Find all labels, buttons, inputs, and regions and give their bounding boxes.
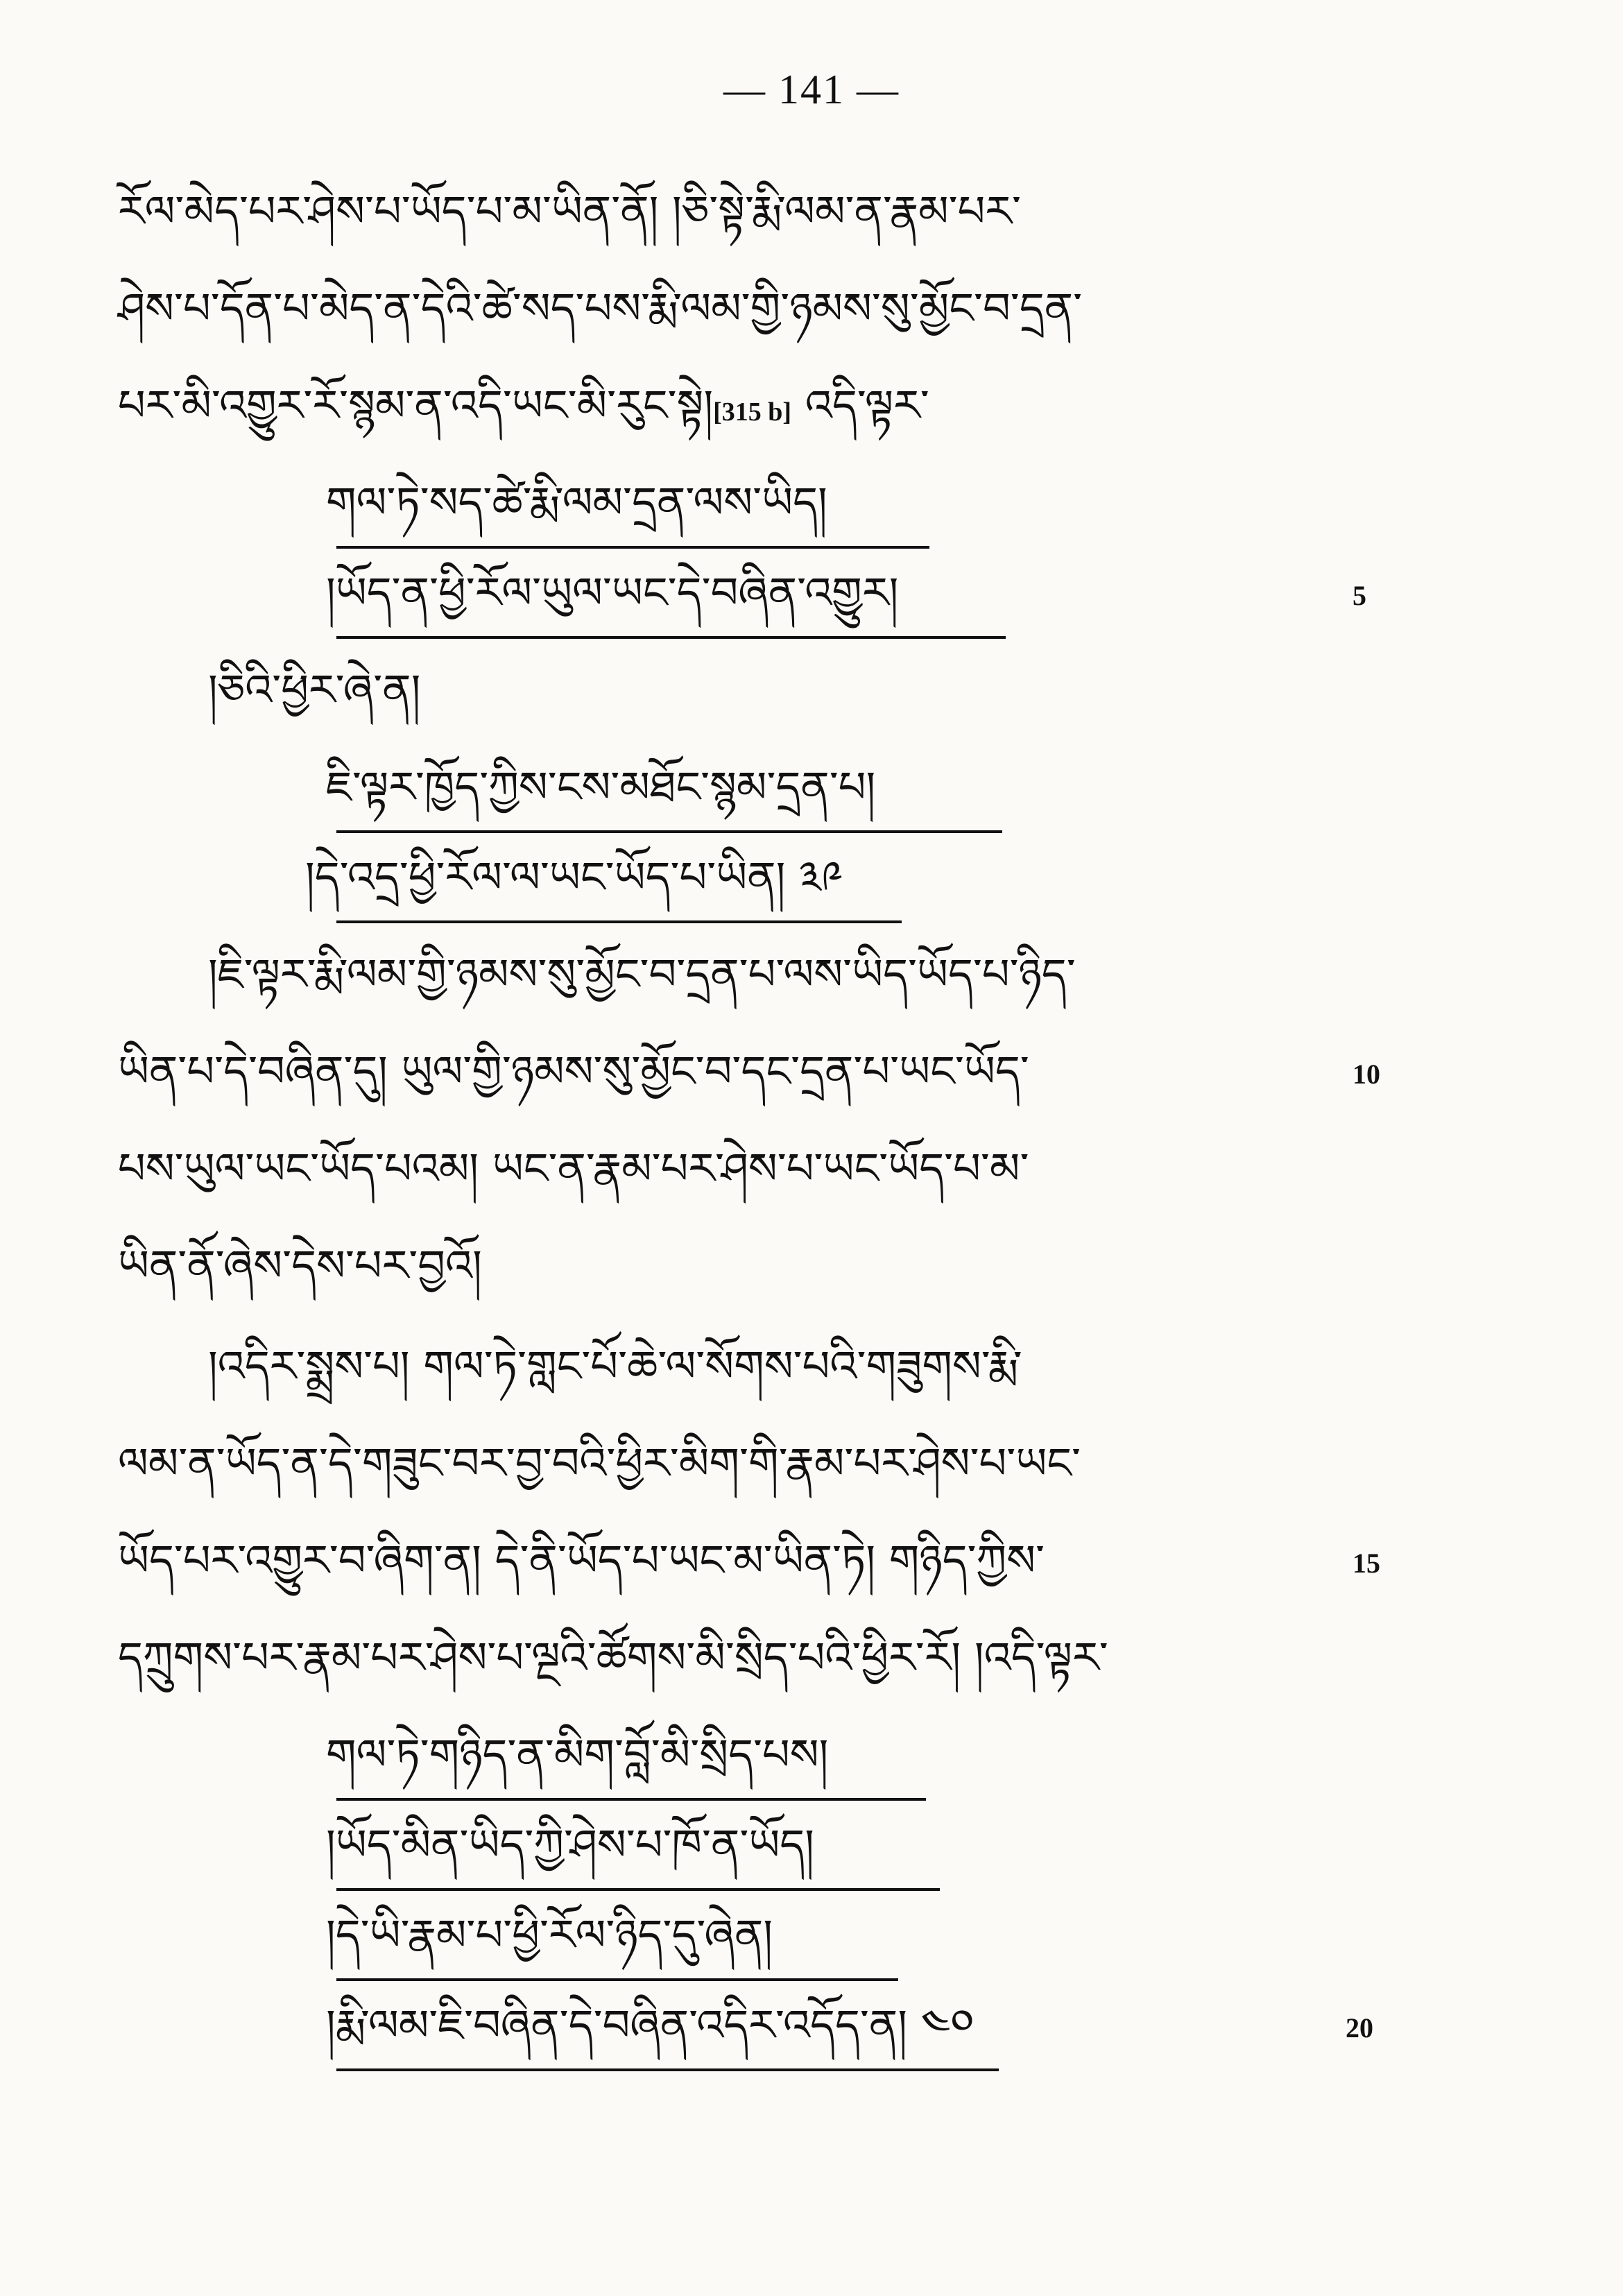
text-line: པས་ཡུལ་ཡང་ཡོད་པའམ། ཡང་ན་རྣམ་པར་ཤེས་པ་ཡང་ཡོད་པ་མ་ bbox=[118, 1143, 1029, 1194]
folio-marker: [315 b] bbox=[713, 397, 792, 427]
verse-rule bbox=[336, 1798, 926, 1801]
line-number: 10 bbox=[1352, 1059, 1380, 1090]
text-line: །ཇི་ལྟར་རྨི་ལམ་གྱི་ཉམས་སུ་མྱོང་བ་དྲན་པ་ལས་ཡིད་ཡོད་པ་ཉིད་ bbox=[208, 949, 1076, 1000]
verse-rule bbox=[336, 920, 902, 923]
verse-rule bbox=[336, 830, 1002, 833]
text-segment: འདི་ལྟར་ bbox=[791, 380, 929, 431]
text-line: ཡིན་པ་དེ་བཞིན་དུ། ཡུལ་གྱི་ཉམས་སུ་མྱོང་བ་དང་དྲན་པ་ཡང་ཡོད་ bbox=[118, 1046, 1029, 1097]
verse-line: གལ་ཏེ་སད་ཚེ་རྨི་ལམ་དྲན་ལས་ཡིད། bbox=[326, 477, 827, 528]
verse-rule bbox=[336, 2068, 999, 2071]
page-number: — 141 — bbox=[723, 67, 900, 112]
verse-line: །དེ་ཡི་རྣམ་པ་ཕྱི་རོལ་ཉིད་དུ་ཞེན། bbox=[326, 1910, 773, 1960]
verse-line: གལ་ཏེ་གཉིད་ན་མིག་བློ་མི་སྲིད་པས། bbox=[326, 1729, 829, 1780]
text-line bbox=[118, 382, 929, 436]
verse-line: །ཡོད་མིན་ཡིད་ཀྱི་ཤེས་པ་ཁོ་ན་ཡོད། bbox=[326, 1819, 814, 1870]
text-line: དཀྲུགས་པར་རྣམ་པར་ཤེས་པ་ལྔའི་ཚོགས་མི་སྲིད་པའི་ཕྱིར་རོ། །འདི་ལྟར་ bbox=[118, 1632, 1108, 1683]
text-line: །ཅིའི་ཕྱིར་ཞེ་ན། bbox=[208, 665, 421, 715]
verse-rule bbox=[336, 546, 929, 549]
verse-line: །ཡོད་ན་ཕྱི་རོལ་ཡུལ་ཡང་དེ་བཞིན་འགྱུར། bbox=[326, 567, 899, 618]
line-number: 5 bbox=[1352, 580, 1366, 611]
line-number: 20 bbox=[1346, 2012, 1373, 2044]
text-line: ཡིན་ནོ་ཞེས་དེས་པར་བྱའོ། bbox=[118, 1240, 482, 1291]
text-segment: པར་མི་འགྱུར་རོ་སྙམ་ན་འདི་ཡང་མི་རུང་སྟེ། bbox=[118, 380, 714, 431]
verse-rule bbox=[336, 636, 1006, 639]
verse-line: །དེ་འདྲ་ཕྱི་རོལ་ལ་ཡང་ཡོད་པ་ཡིན། ༣༩ bbox=[305, 852, 843, 902]
text-line: ཡོད་པར་འགྱུར་བ་ཞིག་ན། དེ་ནི་ཡོད་པ་ཡང་མ་ཡིན་ཏེ། གཉིད་ཀྱིས་ bbox=[118, 1535, 1045, 1586]
verse-rule bbox=[336, 1888, 940, 1891]
text-line: ཤེས་པ་དོན་པ་མེད་ན་དེའི་ཚེ་སད་པས་རྨི་ལམ་གྱི་ཉམས་སུ་མྱོང་བ་དྲན་ bbox=[118, 283, 1083, 334]
verse-rule bbox=[336, 1978, 898, 1981]
text-line: ལམ་ན་ཡོད་ན་དེ་གཟུང་བར་བྱ་བའི་ཕྱིར་མིག་གི་རྣམ་པར་ཤེས་པ་ཡང་ bbox=[118, 1438, 1081, 1489]
text-line: །འདིར་སྨྲས་པ། གལ་ཏེ་གླང་པོ་ཆེ་ལ་སོགས་པའི་གཟུགས་རྨི་ bbox=[208, 1341, 1022, 1391]
verse-line: །རྨི་ལམ་ཇི་བཞིན་དེ་བཞིན་འདིར་འདོད་ན། ༤༠ bbox=[326, 2000, 974, 2050]
text-line: རོལ་མེད་པར་ཤེས་པ་ཡོད་པ་མ་ཡིན་ནོ། །ཅི་སྟེ་རྨི་ལམ་ན་རྣམ་པར་ bbox=[118, 186, 1022, 237]
verse-line: ཇི་ལྟར་ཁྱོད་ཀྱིས་ངས་མཐོང་སྙམ་དྲན་པ། bbox=[326, 762, 876, 812]
line-number: 15 bbox=[1352, 1548, 1380, 1579]
